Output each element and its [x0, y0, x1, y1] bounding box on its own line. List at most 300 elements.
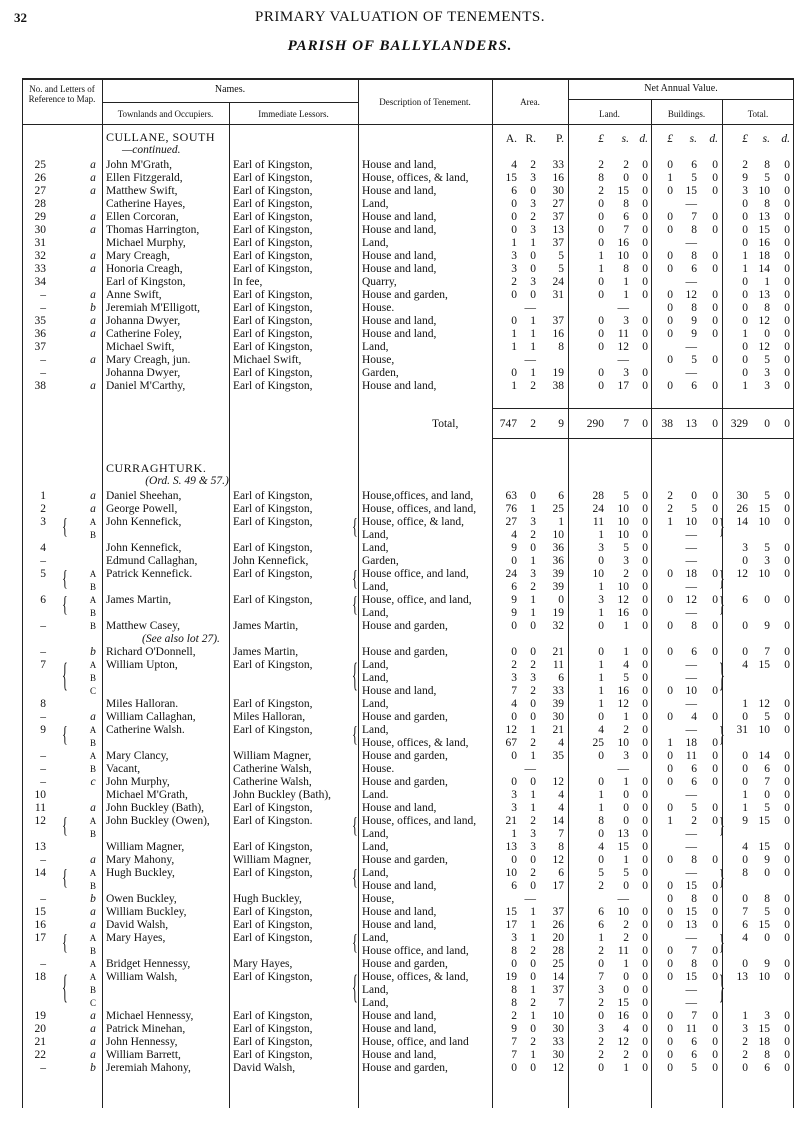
row-perches: 8 [558, 341, 564, 353]
total-total-value: 0 [784, 418, 790, 430]
row-acres: 9 [511, 1023, 517, 1035]
row-bld-value: 15 [685, 880, 697, 892]
row-acres: 2 [511, 276, 517, 288]
row-acres: 3 [511, 932, 517, 944]
row-tot-value: 0 [742, 211, 748, 223]
row-description: House and land, [362, 159, 437, 171]
row-map-letter: B [89, 738, 96, 748]
row-land-value: 0 [598, 211, 604, 223]
row-tot-value: 0 [742, 1062, 748, 1074]
row-map-letter: B [89, 608, 96, 618]
page-number: 32 [14, 10, 27, 25]
row-bld-value: 15 [685, 185, 697, 197]
row-lessor: Earl of Kingston, [233, 185, 313, 197]
row-perches: 39 [552, 568, 564, 580]
row-bld-value: 0 [712, 211, 718, 223]
row-bld-value: 8 [691, 250, 697, 262]
group-brace: { [62, 591, 68, 618]
row-occupier: Jeremiah M'Elligott, [106, 302, 201, 314]
row-land-value: 4 [623, 1023, 629, 1035]
row-description: House and garden, [362, 620, 448, 632]
row-bld-value: 0 [667, 250, 673, 262]
row-lessor: Catherine Walsh, [233, 763, 312, 775]
row-lessor: Earl of Kingston, [233, 1010, 313, 1022]
row-acres: 3 [511, 250, 517, 262]
row-land-value: 2 [623, 1049, 629, 1061]
row-tot-value: 10 [758, 568, 770, 580]
row-tot-value: 1 [742, 263, 748, 275]
row-perches: 6 [558, 867, 564, 879]
row-description: House and land, [362, 224, 437, 236]
row-acres: 0 [511, 958, 517, 970]
row-land-value: 0 [642, 984, 648, 996]
row-perches: 37 [552, 211, 564, 223]
header-bottom-rule [22, 124, 794, 125]
row-tot-value: 0 [742, 224, 748, 236]
row-occupier: Jeremiah Mahony, [106, 1062, 191, 1074]
row-acres: 0 [511, 854, 517, 866]
row-map-letter: B [89, 621, 96, 631]
row-occupier: Mary Mahony, [106, 854, 175, 866]
row-map-number: – [40, 555, 46, 567]
row-occupier: George Powell, [106, 503, 178, 515]
row-bld-value: 0 [712, 263, 718, 275]
row-tot-value: 8 [764, 302, 770, 314]
row-tot-value: 0 [784, 776, 790, 788]
header-net-annual-value: Net Annual Value. [644, 83, 718, 94]
row-land-value: 1 [598, 529, 604, 541]
row-acres: 21 [505, 815, 517, 827]
row-roods: 3 [530, 672, 536, 684]
row-bld-value: 0 [712, 750, 718, 762]
row-land-value: 0 [642, 490, 648, 502]
row-tot-value: 3 [742, 185, 748, 197]
row-land-value: 12 [617, 698, 629, 710]
row-map-letter: C [89, 686, 96, 696]
money-unit-label: d. [639, 133, 648, 145]
row-acres: 63 [505, 490, 517, 502]
row-bld-dash: — [685, 724, 697, 736]
total-acres: 747 [499, 418, 517, 430]
row-map-letter: A [89, 595, 97, 605]
header-names: Names. [214, 84, 246, 95]
row-bld-value: 0 [667, 620, 673, 632]
row-tot-value: 0 [784, 1062, 790, 1074]
row-acres: 3 [511, 802, 517, 814]
table-right-rule [793, 78, 794, 1108]
row-bld-dash: — [685, 932, 697, 944]
row-perches: 12 [552, 854, 564, 866]
row-occupier: Mary Creagh, [106, 250, 170, 262]
row-tot-value: 9 [742, 815, 748, 827]
row-tot-value: 15 [758, 224, 770, 236]
group-brace: { [62, 565, 68, 592]
row-bld-value: 0 [712, 1010, 718, 1022]
row-map-letter: C [89, 998, 96, 1008]
row-acres: 7 [511, 1036, 517, 1048]
row-tot-value: 0 [784, 919, 790, 931]
row-land-value: 6 [623, 211, 629, 223]
group-brace: { [352, 565, 358, 592]
row-map-letter: B [89, 673, 96, 683]
row-occupier: Michael Hennessy, [106, 1010, 194, 1022]
row-description: Land, [362, 867, 389, 879]
group-brace: } [719, 565, 725, 592]
row-tot-value: 0 [784, 211, 790, 223]
row-land-value: 8 [623, 263, 629, 275]
row-land-value: 0 [642, 802, 648, 814]
row-perches: 25 [552, 503, 564, 515]
row-bld-dash: — [685, 276, 697, 288]
row-lessor: Earl of Kingston, [233, 802, 313, 814]
row-tot-value: 0 [784, 763, 790, 775]
row-land-value: 25 [592, 737, 604, 749]
row-bld-value: 0 [712, 250, 718, 262]
row-note: (See also lot 27). [142, 633, 220, 645]
row-bld-value: 6 [691, 776, 697, 788]
row-map-letter: a [90, 1049, 96, 1061]
row-land-value: 2 [598, 185, 604, 197]
row-tot-value: 0 [784, 1023, 790, 1035]
row-land-value: 0 [642, 542, 648, 554]
group-brace: { [62, 864, 68, 891]
row-perches: 4 [558, 789, 564, 801]
row-map-letter: B [89, 530, 96, 540]
row-acres: 1 [511, 341, 517, 353]
row-lessor: Earl of Kingston, [233, 841, 313, 853]
row-description: Garden, [362, 367, 399, 379]
row-map-number: 1 [40, 490, 46, 502]
row-land-value: 0 [642, 516, 648, 528]
row-perches: 36 [552, 542, 564, 554]
row-roods: 2 [530, 380, 536, 392]
row-occupier: John Kennefick, [106, 542, 182, 554]
header-lessors: Immediate Lessors. [258, 109, 329, 119]
row-acres: 0 [511, 315, 517, 327]
row-bld-value: 0 [712, 646, 718, 658]
row-occupier: Catherine Walsh. [106, 724, 185, 736]
row-tot-value: 31 [736, 724, 748, 736]
row-tot-value: 8 [764, 1049, 770, 1061]
row-land-value: 1 [623, 776, 629, 788]
row-perches: 36 [552, 555, 564, 567]
row-bld-value: 8 [691, 302, 697, 314]
row-map-letter: b [90, 893, 96, 905]
row-map-number: – [40, 302, 46, 314]
row-bld-value: 0 [712, 1023, 718, 1035]
total-top-rule [492, 408, 794, 409]
group-brace: } [719, 655, 725, 695]
row-map-letter: A [89, 933, 97, 943]
row-tot-value: 1 [742, 250, 748, 262]
row-bld-value: 0 [667, 919, 673, 931]
row-description: Land, [362, 607, 389, 619]
row-tot-value: 0 [784, 568, 790, 580]
row-acres: 0 [511, 620, 517, 632]
group-brace: { [352, 721, 358, 748]
row-tot-value: 12 [758, 341, 770, 353]
row-land-value: 0 [642, 685, 648, 697]
row-tot-value: 0 [764, 328, 770, 340]
total-bottom-rule [492, 438, 794, 439]
row-roods: 0 [530, 854, 536, 866]
row-land-value: 12 [617, 1036, 629, 1048]
row-map-letter: a [90, 159, 96, 171]
row-acres: 76 [505, 503, 517, 515]
row-land-value: 2 [623, 568, 629, 580]
row-land-dash: — [617, 302, 629, 314]
row-occupier: Richard O'Donnell, [106, 646, 196, 658]
row-bld-value: 18 [685, 737, 697, 749]
money-unit-label: £ [667, 133, 673, 145]
row-lessor: Earl of Kingston, [233, 503, 313, 515]
row-roods: 1 [530, 315, 536, 327]
row-description: House and garden, [362, 646, 448, 658]
row-bld-dash: — [685, 984, 697, 996]
row-acres: 4 [511, 159, 517, 171]
row-perches: 33 [552, 1036, 564, 1048]
row-land-value: 5 [598, 867, 604, 879]
row-map-number: 34 [34, 276, 46, 288]
header-ref: No. and Letters of Reference to Map. [28, 84, 96, 104]
row-tot-value: 0 [742, 763, 748, 775]
row-tot-value: 3 [742, 542, 748, 554]
row-roods: 1 [530, 802, 536, 814]
row-bld-value: 0 [712, 1062, 718, 1074]
row-description: House and garden, [362, 1062, 448, 1074]
row-tot-value: 4 [742, 659, 748, 671]
row-lessor: Earl of Kingston, [233, 172, 313, 184]
row-map-letter: A [89, 959, 97, 969]
row-bld-dash: — [685, 841, 697, 853]
total-perches: 9 [558, 418, 564, 430]
row-perches: 7 [558, 997, 564, 1009]
row-tot-value: 30 [736, 490, 748, 502]
row-roods: 1 [530, 1049, 536, 1061]
row-tot-value: 5 [764, 354, 770, 366]
row-bld-value: 0 [712, 763, 718, 775]
row-acres: 4 [511, 698, 517, 710]
row-description: Land, [362, 841, 389, 853]
row-tot-value: 0 [784, 490, 790, 502]
row-perches: 35 [552, 750, 564, 762]
row-tot-value: 10 [758, 516, 770, 528]
row-acres: 6 [511, 581, 517, 593]
row-land-value: 0 [642, 1049, 648, 1061]
row-description: House and land, [362, 263, 437, 275]
row-land-value: 15 [617, 997, 629, 1009]
row-bld-value: 0 [667, 854, 673, 866]
row-roods: 1 [530, 594, 536, 606]
row-tot-value: 0 [784, 1049, 790, 1061]
row-map-number: 21 [34, 1036, 46, 1048]
row-map-letter: a [90, 906, 96, 918]
row-perches: 25 [552, 958, 564, 970]
row-perches: 4 [558, 737, 564, 749]
row-tot-value: 15 [758, 919, 770, 931]
group-brace: { [352, 513, 358, 540]
row-lessor: Earl of Kingston, [233, 263, 313, 275]
row-bld-dash: — [685, 607, 697, 619]
row-bld-value: 6 [691, 646, 697, 658]
row-land-value: 2 [598, 997, 604, 1009]
row-land-value: 0 [642, 737, 648, 749]
row-acres: 3 [511, 789, 517, 801]
row-land-value: 6 [598, 919, 604, 931]
row-tot-value: 9 [764, 958, 770, 970]
row-map-letter: a [90, 802, 96, 814]
row-land-value: 0 [598, 776, 604, 788]
money-unit-label: £ [598, 133, 604, 145]
row-tot-value: 0 [784, 341, 790, 353]
row-bld-value: 0 [667, 1036, 673, 1048]
row-tot-value: 0 [784, 971, 790, 983]
row-occupier: Owen Buckley, [106, 893, 177, 905]
row-land-value: 0 [598, 646, 604, 658]
row-acres: 8 [511, 997, 517, 1009]
row-map-number: 26 [34, 172, 46, 184]
group-brace: { [352, 655, 358, 695]
row-land-value: 1 [598, 932, 604, 944]
row-tot-value: 0 [784, 659, 790, 671]
row-land-value: 24 [592, 503, 604, 515]
row-roods: — [524, 302, 536, 314]
row-perches: 26 [552, 919, 564, 931]
col-rule [492, 78, 493, 1108]
row-roods: 1 [530, 367, 536, 379]
row-bld-dash: — [685, 672, 697, 684]
row-description: Land, [362, 984, 389, 996]
row-perches: 30 [552, 1023, 564, 1035]
row-tot-value: 3 [764, 367, 770, 379]
money-unit-label: d. [781, 133, 790, 145]
row-bld-dash: — [685, 659, 697, 671]
row-land-value: 0 [623, 789, 629, 801]
row-roods: 1 [530, 555, 536, 567]
row-roods: 3 [530, 516, 536, 528]
group-brace: { [62, 929, 68, 956]
townland-subtitle: (Ord. S. 49 & 57.) [145, 475, 229, 487]
row-land-value: 10 [617, 529, 629, 541]
area-unit-label: R. [525, 133, 536, 145]
row-lessor: Earl of Kingston, [233, 906, 313, 918]
row-land-value: 1 [598, 789, 604, 801]
row-land-value: 0 [642, 568, 648, 580]
row-land-value: 0 [642, 711, 648, 723]
row-land-value: 0 [623, 815, 629, 827]
row-tot-value: 9 [742, 172, 748, 184]
row-land-value: 0 [642, 341, 648, 353]
row-perches: 28 [552, 945, 564, 957]
row-bld-value: 0 [667, 1049, 673, 1061]
total-label: Total, [432, 418, 459, 430]
row-land-value: 0 [623, 971, 629, 983]
row-tot-value: 15 [758, 659, 770, 671]
row-bld-value: 15 [685, 971, 697, 983]
row-tot-value: 14 [758, 263, 770, 275]
row-perches: 5 [558, 250, 564, 262]
row-map-letter: A [89, 569, 97, 579]
group-brace: } [719, 513, 725, 540]
row-map-number: 17 [34, 932, 46, 944]
row-land-value: 0 [598, 276, 604, 288]
row-perches: 19 [552, 367, 564, 379]
row-map-letter: a [90, 172, 96, 184]
row-lessor: Earl of Kingston, [233, 315, 313, 327]
row-lessor: Earl of Kingston, [233, 594, 313, 606]
row-land-value: 4 [623, 659, 629, 671]
row-tot-value: 0 [742, 750, 748, 762]
row-roods: 1 [530, 607, 536, 619]
row-bld-value: 0 [712, 906, 718, 918]
row-map-number: – [40, 776, 46, 788]
group-brace: } [719, 864, 725, 891]
col-rule [229, 102, 230, 1108]
row-bld-value: 0 [667, 328, 673, 340]
row-land-value: 0 [642, 250, 648, 262]
row-description: House and land, [362, 328, 437, 340]
row-map-number: – [40, 1062, 46, 1074]
row-map-letter: A [89, 660, 97, 670]
row-tot-value: 0 [784, 516, 790, 528]
row-acres: 3 [511, 672, 517, 684]
row-map-letter: b [90, 302, 96, 314]
row-tot-value: 0 [742, 711, 748, 723]
row-land-value: 2 [598, 1049, 604, 1061]
group-brace: } [719, 967, 725, 1007]
row-roods: 2 [530, 581, 536, 593]
row-tot-value: 0 [742, 354, 748, 366]
row-bld-value: 0 [667, 315, 673, 327]
row-bld-value: 0 [667, 1023, 673, 1035]
row-roods: 1 [530, 328, 536, 340]
row-tot-value: 0 [742, 198, 748, 210]
row-lessor: Earl of Kingston, [233, 289, 313, 301]
row-acres: 0 [511, 776, 517, 788]
row-land-value: 0 [642, 529, 648, 541]
row-bld-value: 0 [712, 289, 718, 301]
row-land-value: 0 [598, 1010, 604, 1022]
row-land-value: 0 [598, 341, 604, 353]
row-perches: 33 [552, 685, 564, 697]
row-land-value: 0 [642, 503, 648, 515]
row-description: House office, and land, [362, 568, 469, 580]
row-map-number: 5 [40, 568, 46, 580]
row-roods: 1 [530, 789, 536, 801]
row-bld-value: 0 [667, 711, 673, 723]
row-land-value: 1 [598, 802, 604, 814]
row-land-value: 0 [642, 380, 648, 392]
row-roods: 2 [530, 529, 536, 541]
row-lessor: Earl of Kingston, [233, 516, 313, 528]
row-occupier: Hugh Buckley, [106, 867, 175, 879]
row-tot-value: 0 [784, 841, 790, 853]
row-map-letter: B [89, 985, 96, 995]
row-bld-value: 5 [691, 1062, 697, 1074]
row-perches: 5 [558, 263, 564, 275]
row-bld-value: 0 [712, 971, 718, 983]
row-description: Land, [362, 581, 389, 593]
row-bld-value: 0 [712, 919, 718, 931]
row-perches: 21 [552, 646, 564, 658]
row-roods: 1 [530, 750, 536, 762]
row-map-number: 30 [34, 224, 46, 236]
row-bld-value: 0 [712, 945, 718, 957]
row-land-value: 4 [598, 724, 604, 736]
row-roods: 0 [530, 185, 536, 197]
row-map-number: 6 [40, 594, 46, 606]
row-land-value: 1 [623, 854, 629, 866]
